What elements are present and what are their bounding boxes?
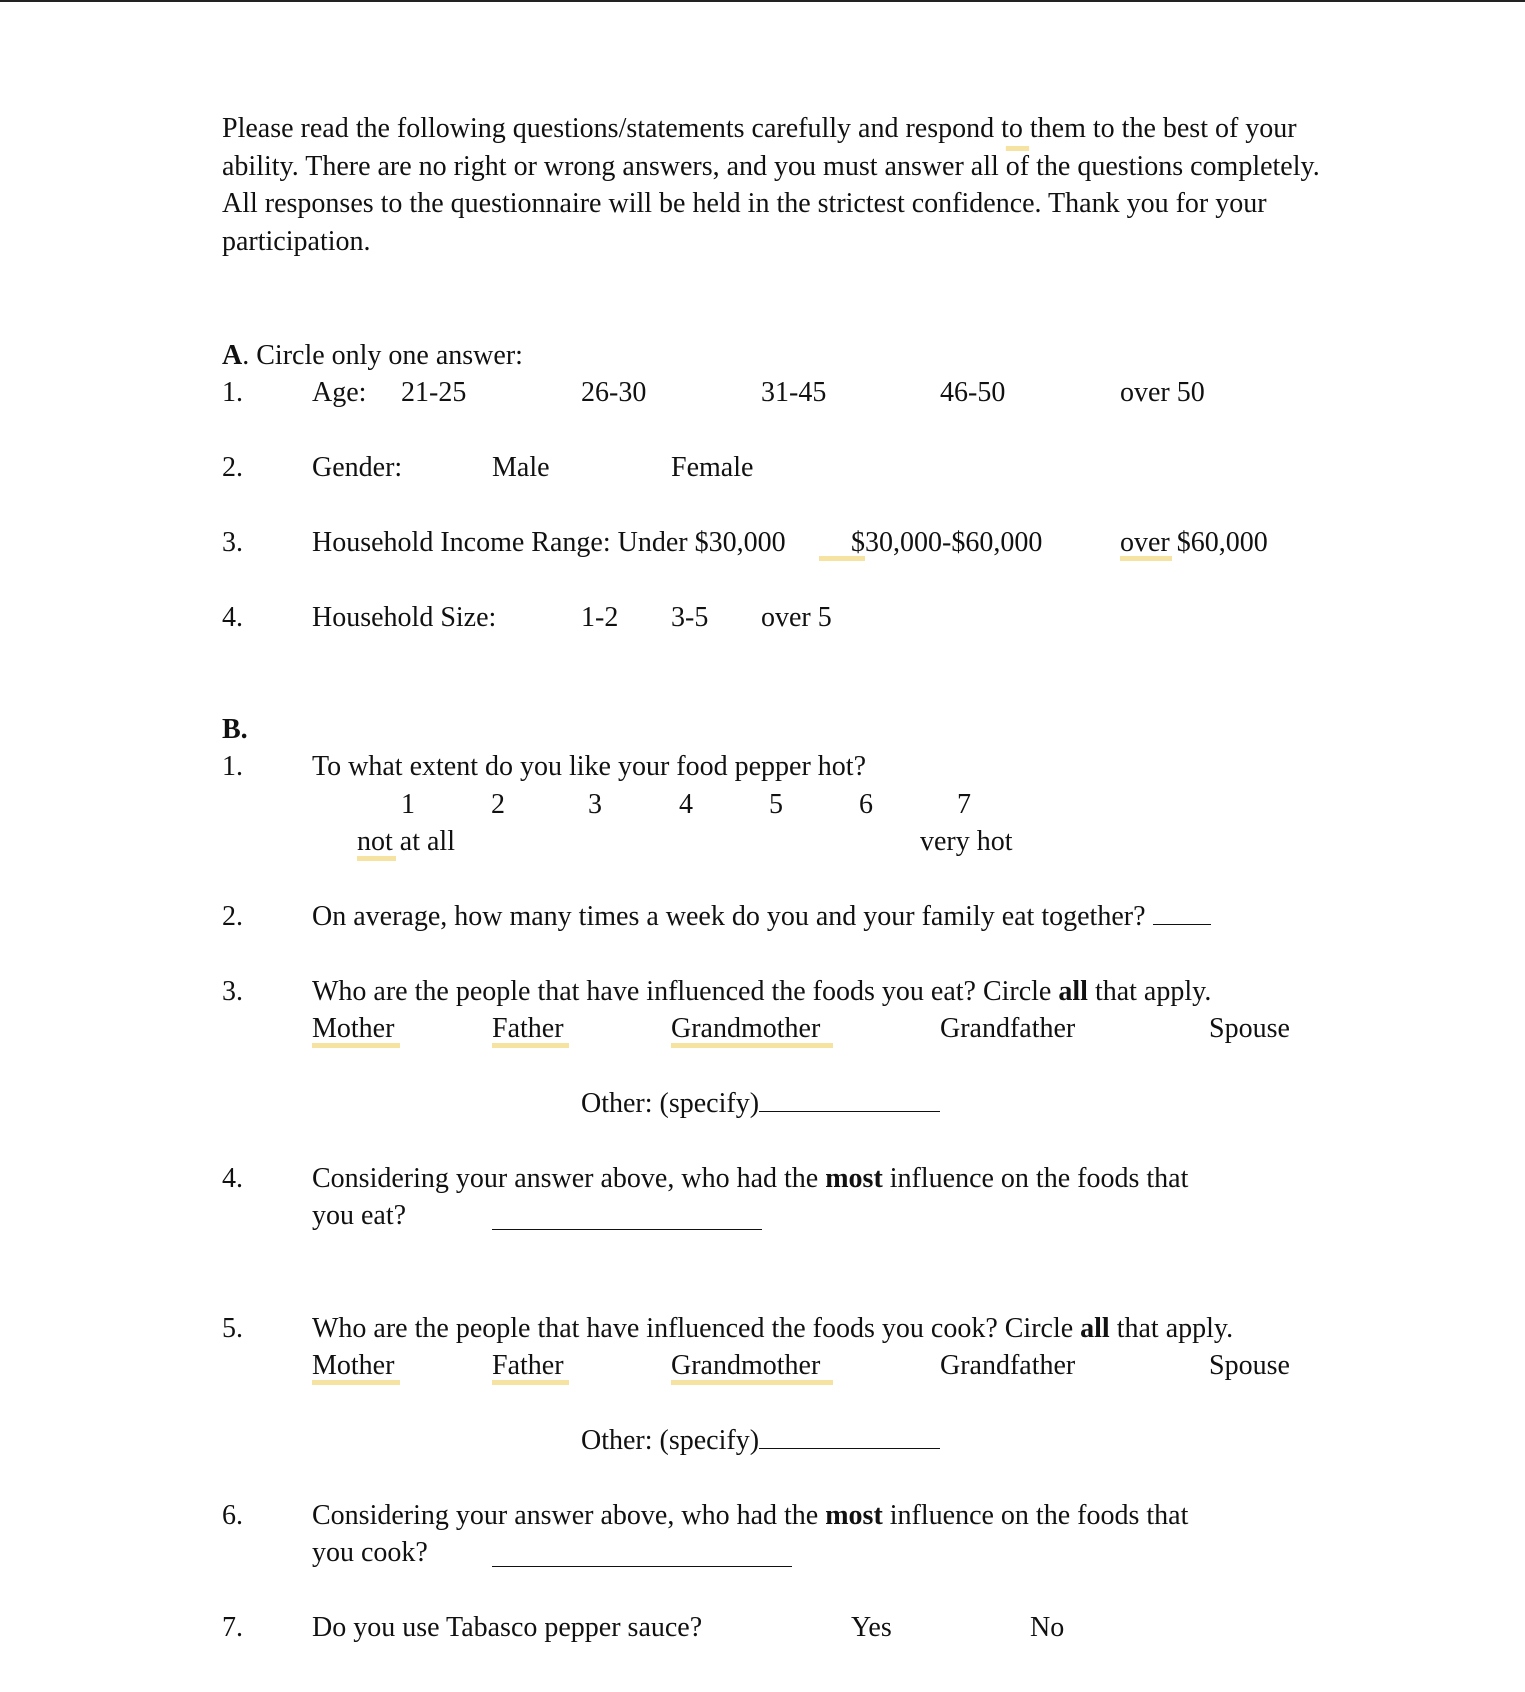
b6-question-line2: you cook? bbox=[312, 1537, 428, 1568]
section-a-instruction: . Circle only one answer: bbox=[242, 340, 523, 371]
b6-question-line1 bbox=[312, 1497, 1188, 1535]
b6-number: 6. bbox=[222, 1500, 243, 1531]
a4-number: 4. bbox=[222, 602, 243, 633]
b3-text-bold: all bbox=[1058, 976, 1088, 1007]
b6-text-post: influence on the foods that bbox=[882, 1500, 1189, 1531]
intro-text-of: $\overline{of}$ bbox=[1005, 150, 1030, 182]
a1-number: 1. bbox=[222, 377, 243, 408]
b4-question-line1 bbox=[312, 1160, 1188, 1198]
b5-text-post: that apply. bbox=[1109, 1313, 1234, 1344]
b6-text-pre: Considering your answer above, who had the bbox=[312, 1500, 826, 1531]
section-a-heading bbox=[222, 337, 523, 375]
eat-influence-grandmother[interactable]: Grandmother bbox=[671, 1013, 821, 1044]
eat-influence-mother[interactable]: Mother bbox=[312, 1013, 395, 1044]
age-option-21-25[interactable]: 21-25 bbox=[401, 377, 467, 408]
b4-text-pre: Considering your answer above, who had the bbox=[312, 1163, 826, 1194]
household-option-1-2[interactable]: 1-2 bbox=[581, 602, 619, 633]
b1-question: To what extent do you like your food pepper hot? bbox=[312, 751, 867, 782]
b3-other-label: Other: (specify) bbox=[581, 1088, 760, 1119]
age-option-26-30[interactable]: 26-30 bbox=[581, 377, 647, 408]
b7-number: 7. bbox=[222, 1612, 243, 1643]
scale-option-4[interactable]: 4 bbox=[679, 789, 693, 820]
b3-other-blank[interactable] bbox=[759, 1085, 940, 1112]
b5-text-pre: Who are the people that have influenced the foods you cook? Circle bbox=[312, 1313, 1081, 1344]
a3-label: Household Income Range: Under $30,000 bbox=[312, 527, 786, 558]
section-b-letter: B. bbox=[222, 714, 248, 745]
cook-influence-grandfather[interactable]: Grandfather bbox=[940, 1350, 1076, 1381]
b7-question: Do you use Tabasco pepper sauce? bbox=[312, 1612, 703, 1643]
age-option-over-50[interactable]: over 50 bbox=[1120, 377, 1205, 408]
a3-number: 3. bbox=[222, 527, 243, 558]
b6-answer-blank[interactable] bbox=[492, 1540, 792, 1567]
b5-question bbox=[312, 1310, 1233, 1348]
gender-option-female[interactable]: Female bbox=[671, 452, 754, 483]
cook-influence-father[interactable]: Father bbox=[492, 1350, 564, 1381]
eat-influence-spouse[interactable]: Spouse bbox=[1209, 1013, 1290, 1044]
household-option-over-5[interactable]: over 5 bbox=[761, 602, 832, 633]
b5-number: 5. bbox=[222, 1313, 243, 1344]
scale-high-label: very hot bbox=[920, 826, 1013, 857]
cook-influence-spouse[interactable]: Spouse bbox=[1209, 1350, 1290, 1381]
household-option-3-5[interactable]: 3-5 bbox=[671, 602, 709, 633]
b3-question bbox=[312, 973, 1211, 1011]
age-option-31-45[interactable]: 31-45 bbox=[761, 377, 827, 408]
b4-answer-blank[interactable] bbox=[492, 1203, 762, 1230]
b6-text-bold: most bbox=[825, 1500, 883, 1531]
b2-answer-blank[interactable] bbox=[1153, 898, 1211, 925]
section-b-heading bbox=[222, 711, 248, 749]
scale-option-5[interactable]: 5 bbox=[769, 789, 783, 820]
b5-other-blank[interactable] bbox=[759, 1422, 940, 1449]
scale-option-7[interactable]: 7 bbox=[957, 789, 971, 820]
a4-label: Household Size: bbox=[312, 602, 497, 633]
b1-number: 1. bbox=[222, 751, 243, 782]
b2-question bbox=[312, 898, 1211, 936]
b4-question-line2: you eat? bbox=[312, 1200, 407, 1231]
b2-number: 2. bbox=[222, 901, 243, 932]
age-option-46-50[interactable]: 46-50 bbox=[940, 377, 1006, 408]
b4-text-post: influence on the foods that bbox=[882, 1163, 1189, 1194]
section-a-letter: A bbox=[222, 340, 243, 371]
a2-number: 2. bbox=[222, 452, 243, 483]
b4-text-bold: most bbox=[825, 1163, 883, 1194]
b3-number: 3. bbox=[222, 976, 243, 1007]
tabasco-option-no[interactable]: No bbox=[1030, 1612, 1065, 1643]
scale-option-1[interactable]: 1 bbox=[401, 789, 415, 820]
cook-influence-grandmother[interactable]: Grandmother bbox=[671, 1350, 821, 1381]
tabasco-option-yes[interactable]: Yes bbox=[851, 1612, 892, 1643]
scale-option-2[interactable]: 2 bbox=[491, 789, 505, 820]
eat-influence-father[interactable]: Father bbox=[492, 1013, 564, 1044]
income-option-over-60k[interactable]: over $60,000 bbox=[1120, 527, 1268, 558]
cook-influence-mother[interactable]: Mother bbox=[312, 1350, 395, 1381]
intro-text-1: Please read the following questions/statements carefully and respond to them to the best of your ability. There are no right or wrong answers, and you must answer all bbox=[222, 113, 1297, 182]
b4-number: 4. bbox=[222, 1163, 243, 1194]
scale-option-3[interactable]: 3 bbox=[588, 789, 602, 820]
b5-text-bold: all bbox=[1080, 1313, 1110, 1344]
income-option-30k-60k[interactable]: $30,000-$60,000 bbox=[851, 527, 1043, 558]
b5-other-label: Other: (specify) bbox=[581, 1425, 760, 1456]
intro-text-2: the questions completely. All responses to the questionnaire will be held in the strictest confidence. Thank you for your participation. bbox=[222, 150, 1320, 257]
b3-other bbox=[581, 1085, 940, 1123]
b3-text-pre: Who are the people that have influenced the foods you eat? Circle bbox=[312, 976, 1059, 1007]
eat-influence-grandfather[interactable]: Grandfather bbox=[940, 1013, 1076, 1044]
b3-text-post: that apply. bbox=[1087, 976, 1212, 1007]
b2-question-text: On average, how many times a week do you and your family eat together? bbox=[312, 901, 1146, 932]
intro-paragraph bbox=[222, 110, 1322, 260]
scale-option-6[interactable]: 6 bbox=[859, 789, 873, 820]
a1-label: Age: bbox=[312, 377, 367, 408]
scale-low-label: not at all bbox=[357, 826, 455, 857]
b5-other bbox=[581, 1422, 940, 1460]
top-border bbox=[0, 0, 1525, 2]
a2-label: Gender: bbox=[312, 452, 403, 483]
gender-option-male[interactable]: Male bbox=[492, 452, 550, 483]
